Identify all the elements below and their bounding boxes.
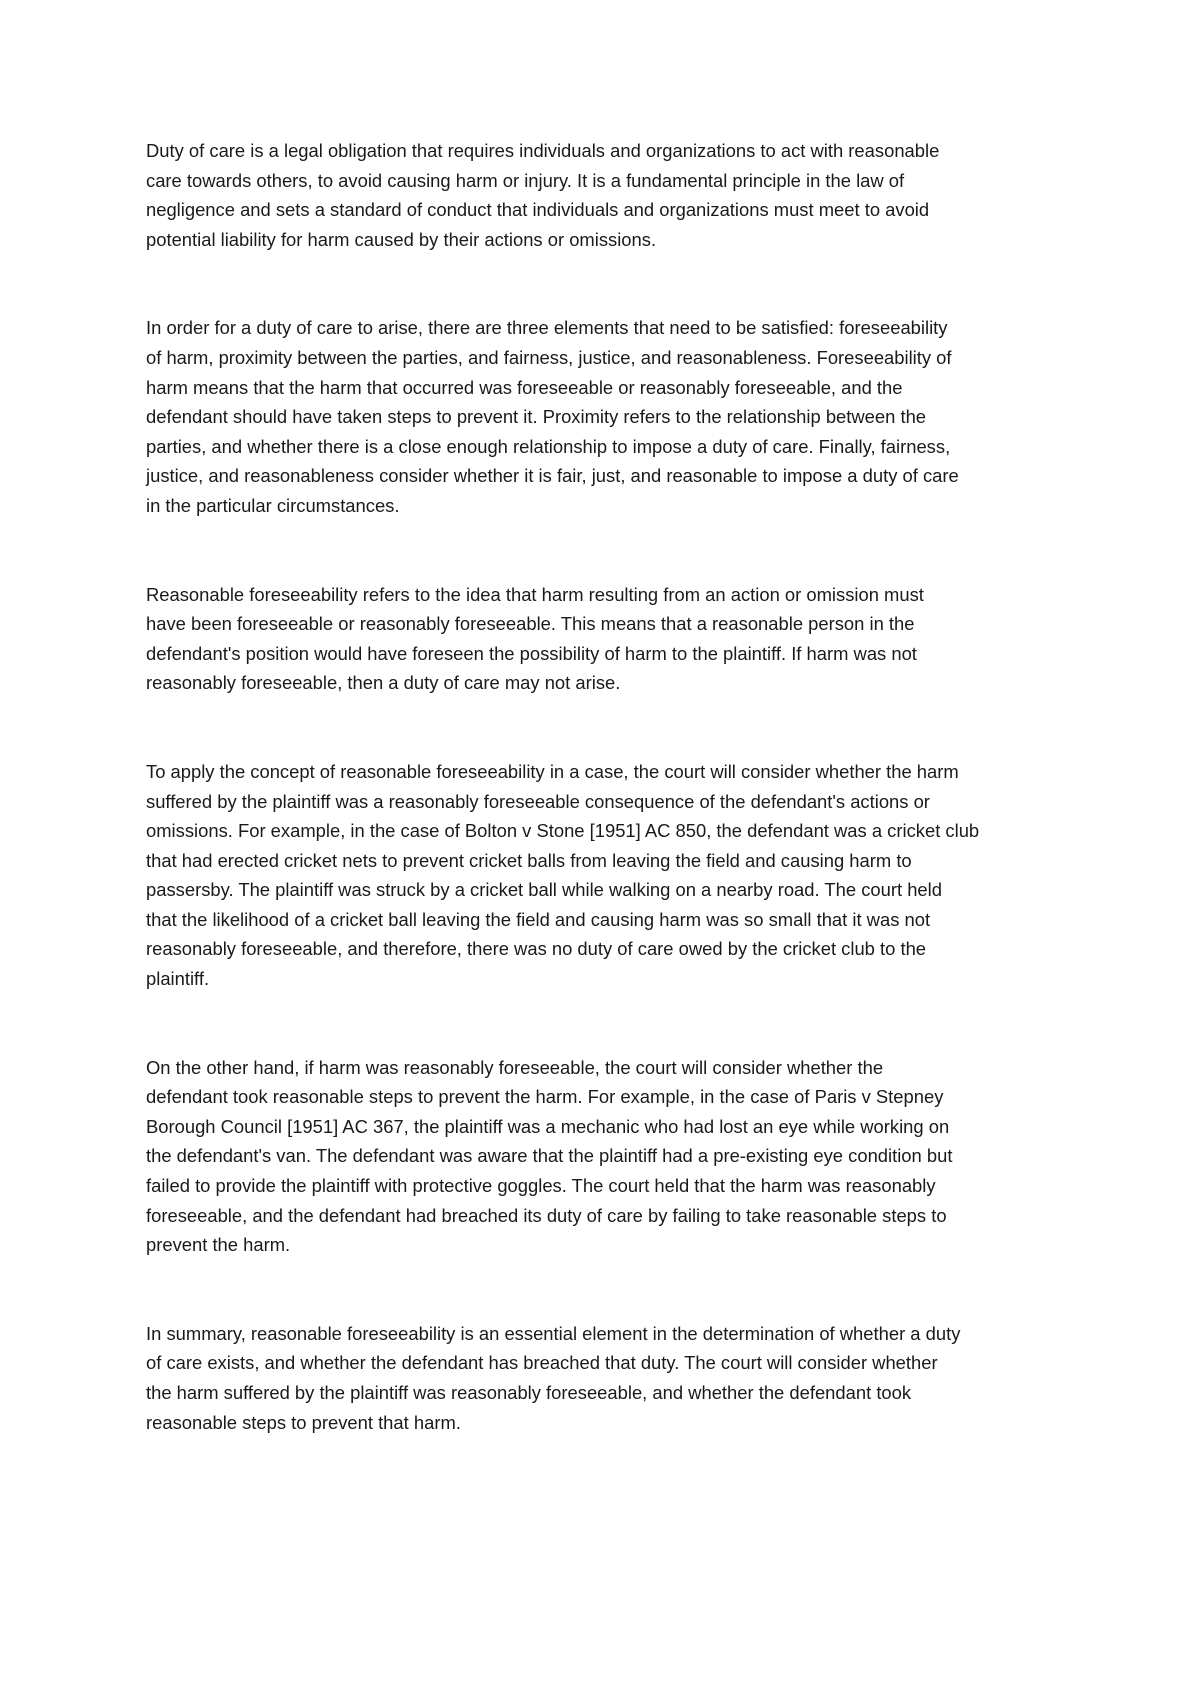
text-line: harm means that the harm that occurred was foreseeable or reasonably foreseeable, and the	[146, 376, 903, 398]
text-line: Reasonable foreseeability refers to the idea that harm resulting from an action or omission must	[146, 583, 924, 605]
text-line: prevent the harm.	[146, 1234, 291, 1256]
text-line: foreseeable, and the defendant had breached its duty of care by failing to take reasonable steps to	[146, 1204, 947, 1226]
text-line: justice, and reasonableness consider whether it is fair, just, and reasonable to impose a duty of care	[146, 465, 959, 487]
paragraph-bolton-v-stone	[146, 757, 1076, 994]
text-line: that had erected cricket nets to prevent cricket balls from leaving the field and causing harm to	[146, 849, 912, 871]
text-line: In order for a duty of care to arise, there are three elements that need to be satisfied: foreseeability	[146, 317, 948, 339]
text-line: Borough Council [1951] AC 367, the plaintiff was a mechanic who had lost an eye while working on	[146, 1115, 950, 1137]
text-line: care towards others, to avoid causing harm or injury. It is a fundamental principle in the law of	[146, 169, 905, 191]
text-line: suffered by the plaintiff was a reasonably foreseeable consequence of the defendant's actions or	[146, 790, 930, 812]
text-line: defendant's position would have foreseen the possibility of harm to the plaintiff. If harm was not	[146, 642, 917, 664]
text-line: of harm, proximity between the parties, and fairness, justice, and reasonableness. Foreseeability of	[146, 346, 952, 368]
text-line: defendant took reasonable steps to prevent the harm. For example, in the case of Paris v Stepney	[146, 1086, 944, 1108]
text-line: that the likelihood of a cricket ball leaving the field and causing harm was so small that it was not	[146, 908, 931, 930]
text-line: passersby. The plaintiff was struck by a cricket ball while walking on a nearby road. The court held	[146, 879, 942, 901]
text-line: reasonably foreseeable, and therefore, there was no duty of care owed by the cricket club to the	[146, 938, 927, 960]
text-line: reasonably foreseeable, then a duty of care may not arise.	[146, 672, 621, 694]
text-line: potential liability for harm caused by their actions or omissions.	[146, 228, 657, 250]
text-line: negligence and sets a standard of conduct that individuals and organizations must meet to avoid	[146, 199, 930, 221]
text-line: To apply the concept of reasonable foreseeability in a case, the court will consider whether the harm	[146, 760, 959, 782]
paragraph-three-elements	[146, 313, 1076, 520]
paragraph-duty-of-care-definition	[146, 136, 1076, 254]
text-line: the defendant's van. The defendant was aware that the plaintiff had a pre-existing eye condition but	[146, 1145, 953, 1167]
text-line: On the other hand, if harm was reasonably foreseeable, the court will consider whether the	[146, 1056, 884, 1078]
text-line: have been foreseeable or reasonably foreseeable. This means that a reasonable person in the	[146, 613, 915, 635]
text-line: omissions. For example, in the case of Bolton v Stone [1951] AC 850, the defendant was a cricket club	[146, 820, 980, 842]
text-line: In summary, reasonable foreseeability is an essential element in the determination of whether a duty	[146, 1322, 961, 1344]
text-line: in the particular circumstances.	[146, 494, 400, 516]
text-line: defendant should have taken steps to prevent it. Proximity refers to the relationship between the	[146, 406, 927, 428]
text-line: Duty of care is a legal obligation that requires individuals and organizations to act with reasonable	[146, 140, 940, 161]
paragraph-reasonable-foreseeability	[146, 580, 1076, 698]
paragraph-paris-v-stepney	[146, 1053, 1076, 1260]
document-body	[146, 136, 1076, 1437]
text-line: reasonable steps to prevent that harm.	[146, 1411, 461, 1433]
text-line: of care exists, and whether the defendant has breached that duty. The court will consider whether	[146, 1352, 938, 1374]
text-line: plaintiff.	[146, 968, 210, 990]
paragraph-summary	[146, 1319, 1076, 1437]
text-line: failed to provide the plaintiff with protective goggles. The court held that the harm was reasonably	[146, 1175, 936, 1197]
text-line: the harm suffered by the plaintiff was reasonably foreseeable, and whether the defendant took	[146, 1382, 912, 1403]
text-line: parties, and whether there is a close enough relationship to impose a duty of care. Finally, fairness,	[146, 435, 951, 457]
